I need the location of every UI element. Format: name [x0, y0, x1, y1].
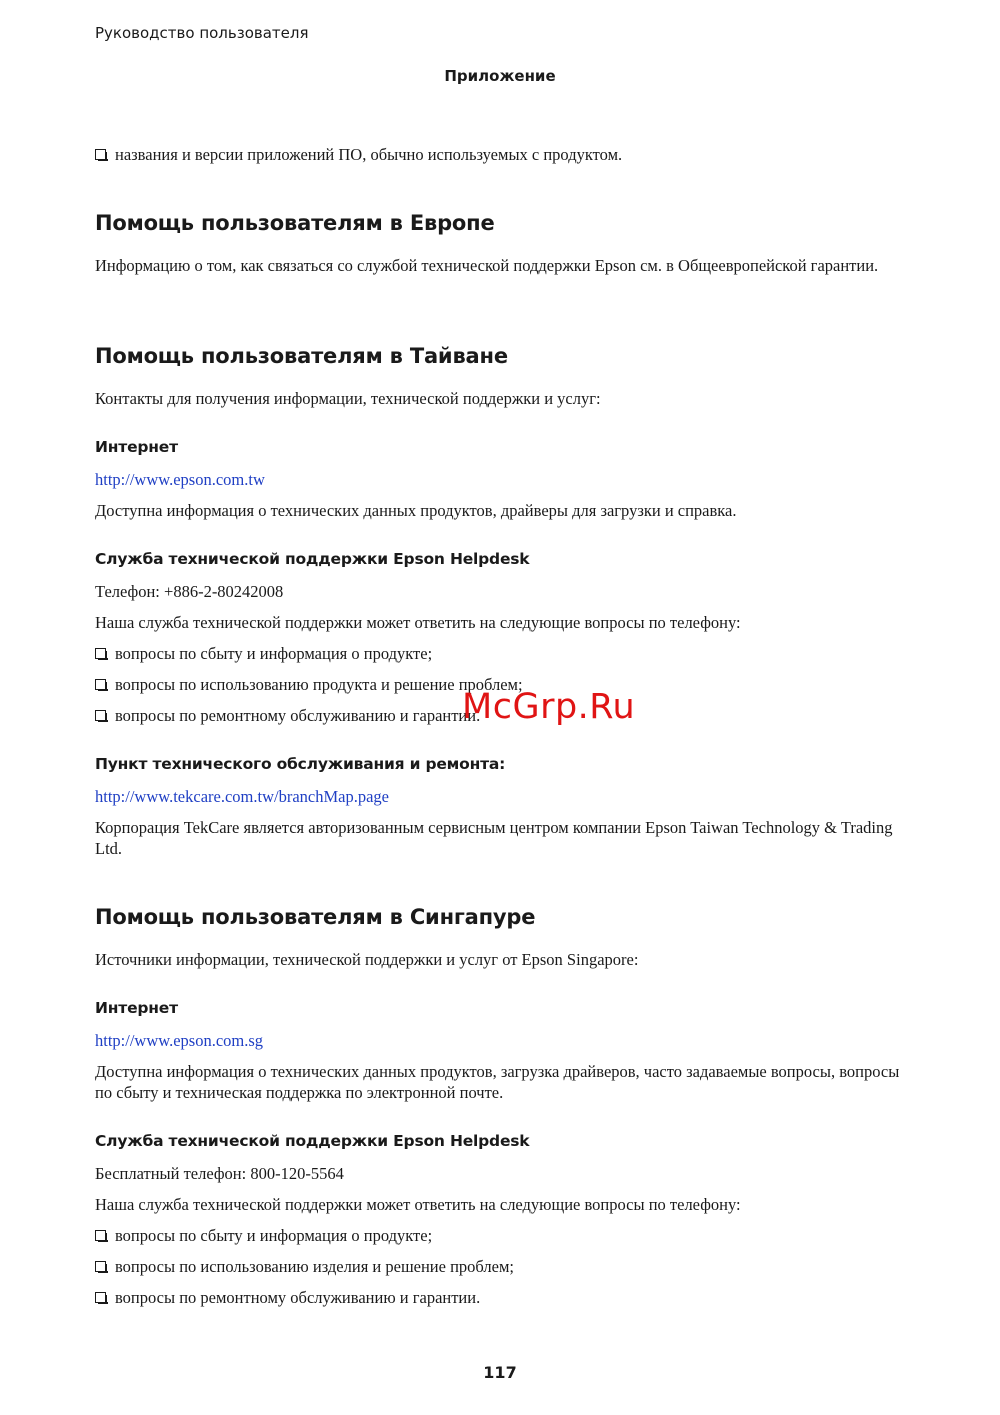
taiwan-helpdesk-heading: Служба технической поддержки Epson Helpdesk [95, 550, 530, 568]
checkbox-bullet-icon [95, 149, 106, 160]
taiwan-internet-text: Доступна информация о технических данных продуктов, драйверы для загрузки и справка. [95, 501, 737, 520]
checkbox-bullet-icon [95, 1261, 106, 1272]
europe-heading: Помощь пользователям в Европе [95, 211, 495, 235]
checkbox-bullet-icon [95, 648, 106, 659]
taiwan-heading: Помощь пользователям в Тайване [95, 344, 508, 368]
taiwan-phone: Телефон: +886-2-80242008 [95, 582, 284, 601]
checkbox-bullet-icon [95, 1230, 106, 1241]
list-item: вопросы по ремонтному обслуживанию и гарантии. [95, 1287, 480, 1308]
checkbox-bullet-icon [95, 1292, 106, 1303]
list-item: названия и версии приложений ПО, обычно используемых с продуктом. [95, 144, 622, 165]
taiwan-helpdesk-text: Наша служба технической поддержки может ответить на следующие вопросы по телефону: [95, 613, 741, 632]
taiwan-repair-text: Корпорация TekCare является авторизованным сервисным центром компании Epson Taiwan Technology & Trading Ltd. [95, 818, 893, 858]
singapore-internet-text: Доступна информация о технических данных продуктов, загрузка драйверов, часто задаваемые вопросы, вопросы по сбыту и техническая поддержка по электронной почте. [95, 1062, 900, 1102]
checkbox-bullet-icon [95, 679, 106, 690]
list-item: вопросы по сбыту и информация о продукте; [95, 643, 432, 664]
taiwan-repair-heading: Пункт технического обслуживания и ремонта: [95, 755, 506, 773]
singapore-heading: Помощь пользователям в Сингапуре [95, 905, 536, 929]
list-item: вопросы по сбыту и информация о продукте; [95, 1225, 432, 1246]
singapore-phone: Бесплатный телефон: 800-120-5564 [95, 1164, 344, 1183]
singapore-helpdesk-heading: Служба технической поддержки Epson Helpdesk [95, 1132, 530, 1150]
list-item: вопросы по ремонтному обслуживанию и гарантии. [95, 705, 480, 726]
taiwan-repair-link[interactable]: http://www.tekcare.com.tw/branchMap.page [95, 787, 389, 806]
list-item: вопросы по использованию продукта и решение проблем; [95, 674, 523, 695]
taiwan-internet-heading: Интернет [95, 438, 178, 456]
singapore-intro: Источники информации, технической поддержки и услуг от Epson Singapore: [95, 950, 639, 969]
singapore-helpdesk-text: Наша служба технической поддержки может ответить на следующие вопросы по телефону: [95, 1195, 741, 1214]
watermark: McGrp.Ru [462, 687, 636, 727]
section-label: Приложение [444, 67, 556, 85]
europe-text: Информацию о том, как связаться со службой технической поддержки Epson см. в Общеевропейской гарантии. [95, 256, 879, 275]
singapore-internet-link[interactable]: http://www.epson.com.sg [95, 1031, 264, 1050]
page-number: 117 [483, 1363, 517, 1382]
checkbox-bullet-icon [95, 710, 106, 721]
list-item: вопросы по использованию изделия и решение проблем; [95, 1256, 514, 1277]
running-header: Руководство пользователя [95, 24, 309, 42]
singapore-internet-heading: Интернет [95, 999, 178, 1017]
taiwan-internet-link[interactable]: http://www.epson.com.tw [95, 470, 265, 489]
taiwan-intro: Контакты для получения информации, технической поддержки и услуг: [95, 389, 601, 408]
